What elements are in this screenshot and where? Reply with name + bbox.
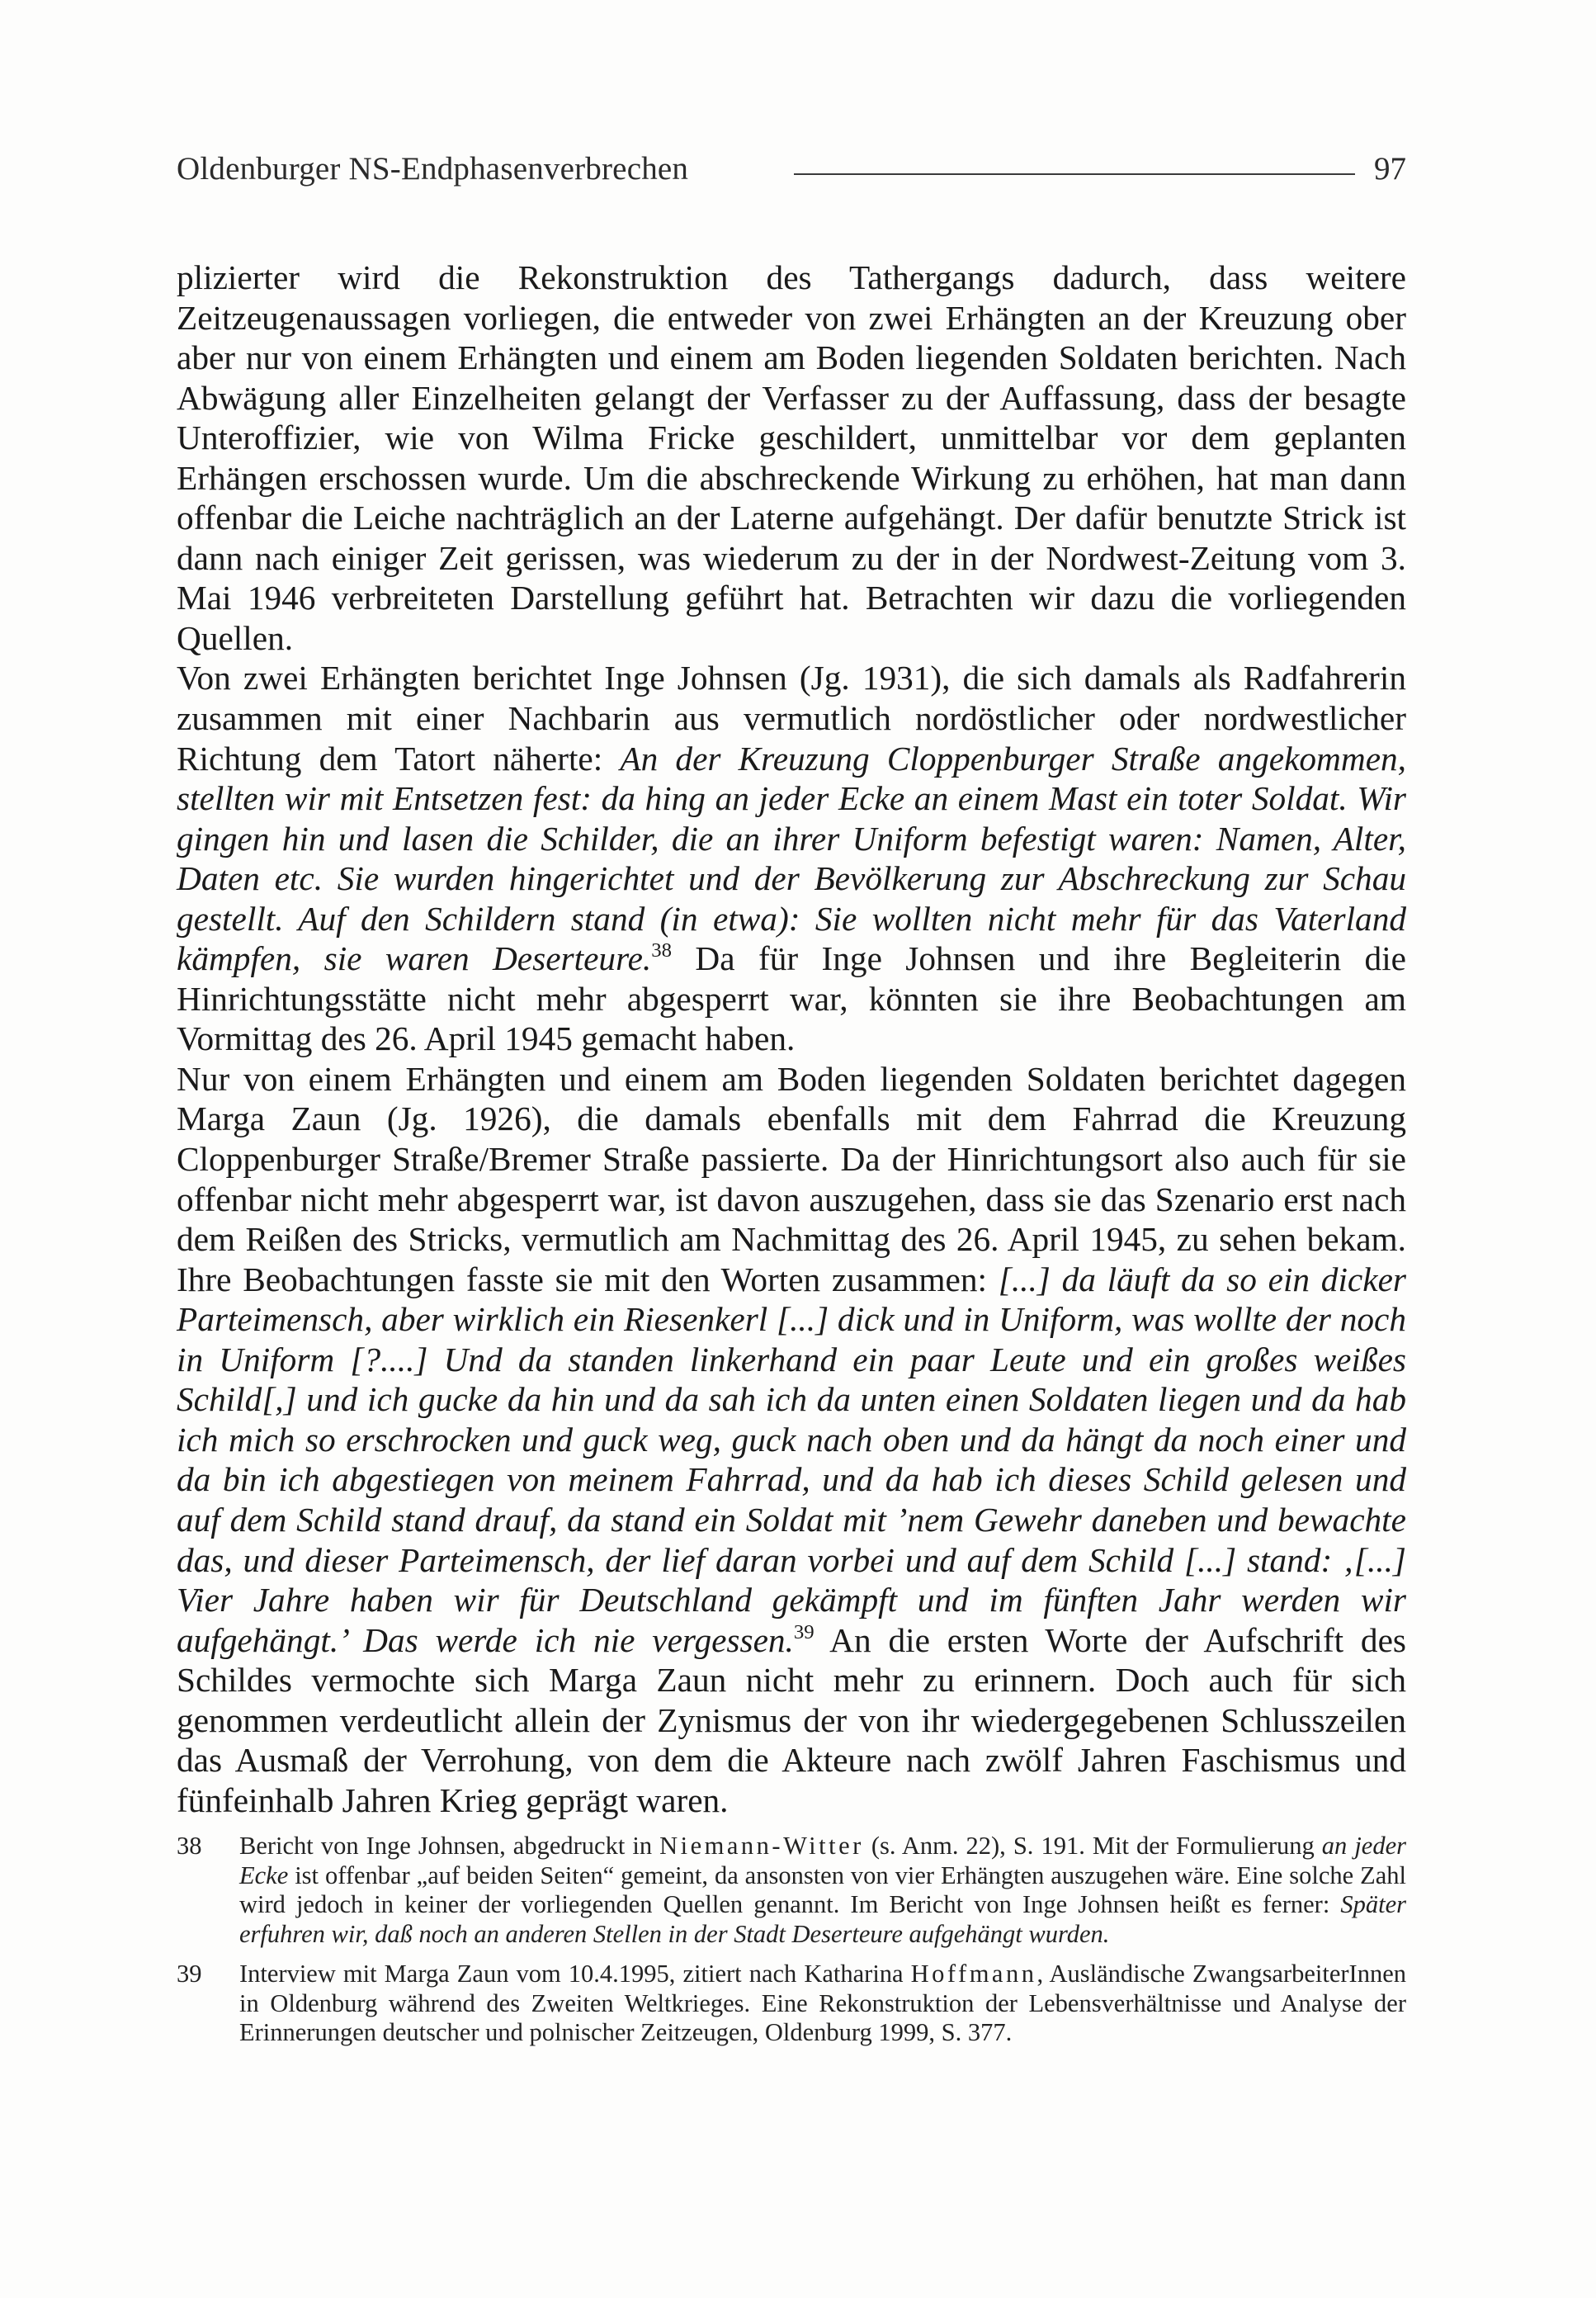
footnote-ref-39[interactable]: 39 bbox=[793, 1620, 815, 1643]
footnote-text: , Ausländische ZwangsarbeiterInnen in Oldenburg während des Zweiten Weltkrieges. Eine Rekonstruktion der Lebensverhältnisse und Analyse der Erinnerungen deutscher und polnischer Zeitzeugen, Oldenburg 1999, S. 377. bbox=[239, 1960, 1406, 2046]
footnote-39 bbox=[177, 1960, 1406, 2048]
running-header-title: Oldenburger NS-Endphasenverbrechen bbox=[177, 151, 689, 187]
footnote-ref-38[interactable]: 38 bbox=[651, 939, 673, 962]
paragraph-2-text-a: Von zwei Erhängten berichtet Inge Johnsen (Jg. 1931), die sich damals als Radfahrerin zusammen mit einer Nachbarin aus vermutlich nordöstlicher oder nordwestlicher Richtung dem Tatort näherte: bbox=[177, 659, 1406, 778]
footnote-author: Hoffmann bbox=[910, 1960, 1037, 1988]
paragraph-3-text-b: An die ersten Worte der Aufschrift des Schildes vermochte sich Marga Zaun nicht mehr zu erinnern. Doch auch für sich genommen verdeutlicht allein der Zynismus der von ihr wiedergegebenen Schlusszeilen das Ausmaß der Verrohung, von dem die Akteure nach zwölf Jahren Faschismus und fünfeinhalb Jahren Krieg geprägt waren. bbox=[177, 1620, 1406, 1819]
footnote-italic: Später erfuhren wir, daß noch an anderen Stellen in der Stadt Deserteure aufgehängt wurden. bbox=[239, 1890, 1406, 1948]
footnote-text: Interview mit Marga Zaun vom 10.4.1995, zitiert nach Katharina bbox=[239, 1960, 911, 1988]
paragraph-2 bbox=[177, 658, 1406, 1058]
paragraph-2-text-b: Da für Inge Johnsen und ihre Begleiterin die Hinrichtungsstätte nicht mehr abgesperrt war, könnten sie ihre Beobachtungen am Vormittag des 26. April 1945 gemacht haben. bbox=[177, 939, 1406, 1058]
page-number: 97 bbox=[1374, 151, 1406, 187]
paragraph-3-text-a: Nur von einem Erhängten und einem am Boden liegenden Soldaten berichtet dagegen Marga Zaun (Jg. 1926), die damals ebenfalls mit dem Fahrrad die Kreuzung Cloppenburger Straße/Bremer Straße passierte. Da der Hinrichtungsort also auch für sie offenbar nicht mehr abgesperrt war, ist davon auszugehen, dass sie das Szenario erst nach dem Reißen des Stricks, vermutlich am Nachmittag des 26. April 1945, zu sehen bekam. Ihre Beobachtungen fasste sie mit den Worten zusammen: bbox=[177, 1059, 1406, 1298]
footnote-author: Niemann-Witter bbox=[659, 1832, 864, 1860]
footnote-number: 38 bbox=[177, 1832, 202, 1860]
paragraph-2-quote: An der Kreuzung Cloppenburger Straße angekommen, stellten wir mit Entsetzen fest: da hing an jeder Ecke an einem Mast ein toter Soldat. Wir gingen hin und lasen die Schilder, die an ihrer Uniform befestigt waren: Namen, Alter, Daten etc. Sie wurden hingerichtet und der Bevölkerung zur Abschreckung zur Schau gestellt. Auf den Schildern stand (in etwa): Sie wollten nicht mehr für das Vaterland kämpfen, sie waren Deserteure. bbox=[177, 739, 1406, 978]
paragraph-3 bbox=[177, 1059, 1406, 1820]
footnote-text: ist offenbar „auf beiden Seiten“ gemeint, da ansonsten von vier Erhängten auszugehen wäre. Eine solche Zahl wird jedoch in keiner der vorliegenden Quellen genannt. Im Bericht von Inge Johnsen heißt es ferner: bbox=[239, 1861, 1406, 1918]
footnote-text: Bericht von Inge Johnsen, abgedruckt in bbox=[239, 1832, 660, 1860]
footnote-38 bbox=[177, 1832, 1406, 1949]
paragraph-1: plizierter wird die Rekonstruktion des Tathergangs dadurch, dass weitere Zeitzeugenaussagen vorliegen, die entweder von zwei Erhängten an der Kreuzung ober aber nur von einem Erhängten und einem am Boden liegenden Soldaten berichten. Nach Abwägung aller Einzelheiten gelangt der Verfasser zu der Auffassung, dass der besagte Unteroffizier, wie von Wilma Fricke geschildert, unmittelbar vor dem geplanten Erhängen erschossen wurde. Um die abschreckende Wirkung zu erhöhen, hat man dann offenbar die Leiche nachträglich an der Laterne aufgehängt. Der dafür benutzte Strick ist dann nach einiger Zeit gerissen, was wiederum zu der in der Nordwest-Zeitung vom 3. Mai 1946 verbreiteten Darstellung geführt hat. Betrachten wir dazu die vorliegenden Quellen. bbox=[177, 258, 1406, 657]
running-header bbox=[177, 147, 1406, 193]
header-rule bbox=[794, 173, 1355, 175]
footnotes bbox=[177, 1832, 1406, 2059]
main-text bbox=[177, 258, 1406, 1820]
paragraph-3-quote: [...] da läuft da so ein dicker Parteimensch, aber wirklich ein Riesenkerl [...] dick und in Uniform, was wollte der noch in Uniform [?....] Und da standen linkerhand ein paar Leute und ein großes weißes Schild[,] und ich gucke da hin und da sah ich da unten einen Soldaten liegen und da hab ich mich so erschrocken und guck weg, guck nach oben und da hängt da noch einer und da bin ich abgestiegen von meinem Fahrrad, und da hab ich dieses Schild gelesen und auf dem Schild stand drauf, da stand ein Soldat mit ’nem Gewehr daneben und bewachte das, und dieser Parteimensch, der lief daran vorbei und auf dem Schild [...] stand: ‚[...] Vier Jahre haben wir für Deutschland gekämpft und im fünften Jahr werden wir aufgehängt.’ Das werde ich nie vergessen. bbox=[177, 1260, 1406, 1659]
footnote-text: (s. Anm. 22), S. 191. Mit der Formulierung bbox=[863, 1832, 1322, 1860]
footnote-italic: an jeder Ecke bbox=[239, 1832, 1406, 1889]
footnote-number: 39 bbox=[177, 1960, 202, 1988]
